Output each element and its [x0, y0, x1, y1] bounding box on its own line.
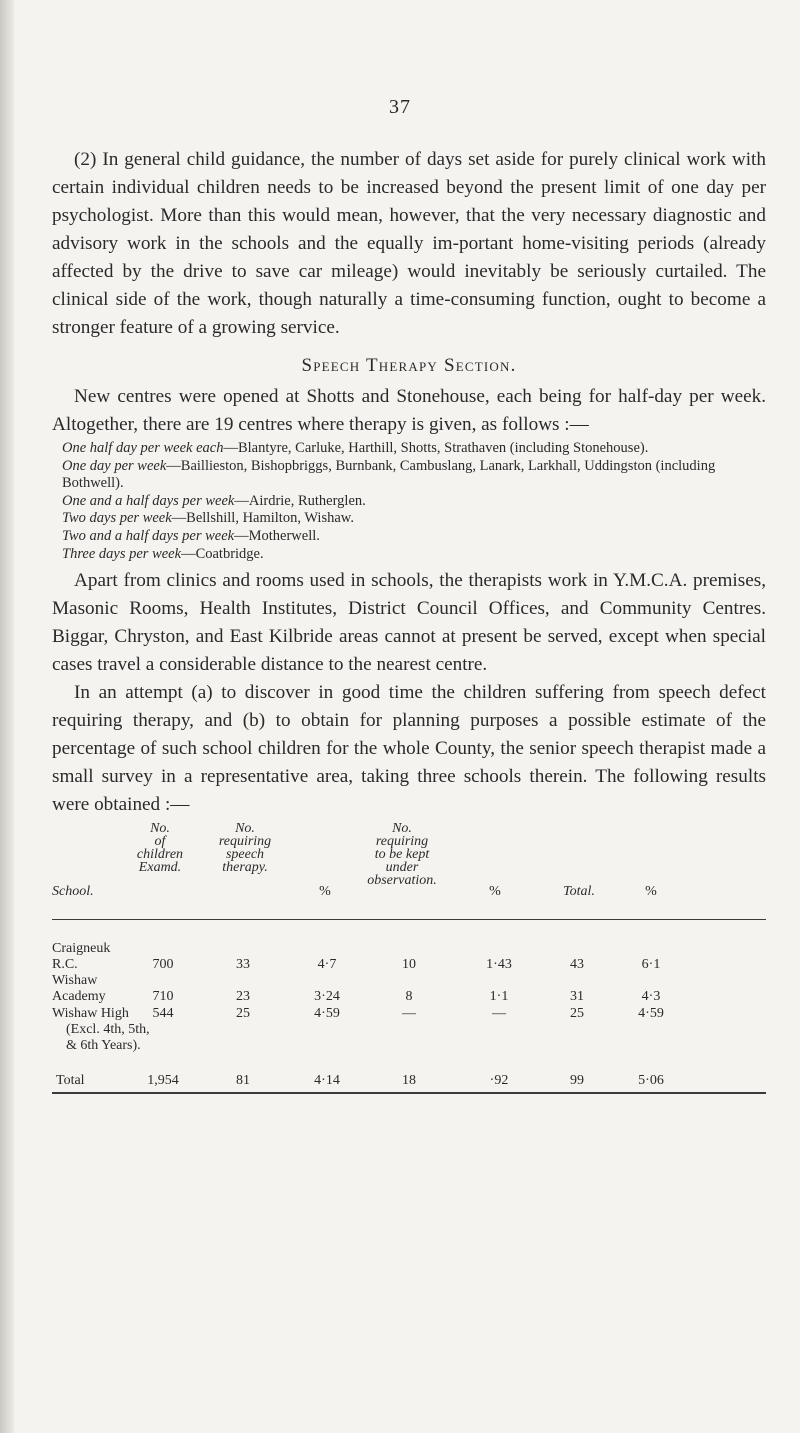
header-children-examined	[120, 822, 200, 874]
page-spine-shadow	[0, 0, 14, 1433]
cell-percent-observation: 1·1	[489, 989, 509, 1005]
cell-percent-total: 6·1	[641, 957, 661, 973]
school-line: (Excl. 4th, 5th,	[66, 1022, 150, 1038]
schedule-text: —Blantyre, Carluke, Harthill, Shotts, Strathaven (including Stonehouse).	[223, 440, 649, 456]
schedule-label: One and a half days per week	[62, 492, 235, 509]
header-line: No.	[235, 821, 255, 837]
paragraph-child-guidance: (2) In general child guidance, the number of days set aside for purely clinical work with certain individual children needs to be increased beyond the present limit of one day per psychologist. More than this would mean, however, that the very necessary diagnostic and advisory work in the schools and the equally im-portant home-visiting periods (already affected by the drive to save car mileage) would inevitably be seriously curtailed. The clinical side of the work, though naturally a time-consuming function, ought to become a stronger feature of a growing service.	[52, 149, 766, 338]
cell-percent-total: 4·59	[638, 1006, 664, 1022]
total-percent-total: 5·06	[638, 1073, 664, 1089]
cell-examined: 544	[152, 1006, 174, 1022]
cell-percent-observation: 1·43	[486, 957, 512, 973]
schedule-item	[52, 493, 766, 511]
header-total: Total.	[563, 884, 595, 900]
centre-schedule	[52, 440, 766, 563]
cell-speech: 33	[236, 957, 250, 973]
survey-table	[52, 819, 766, 1234]
page-number: 37	[389, 96, 411, 118]
schedule-text: —Coatbridge.	[181, 545, 264, 562]
schedule-label: Two and a half days per week	[62, 527, 235, 544]
cell-total: 43	[570, 957, 584, 973]
total-observation: 18	[402, 1073, 416, 1089]
header-line: observation.	[367, 873, 437, 889]
header-percent-speech: %	[319, 884, 331, 900]
header-line: requiring	[375, 834, 429, 850]
header-line: therapy.	[222, 860, 268, 876]
header-percent-total: %	[645, 884, 657, 900]
school-line: R.C.	[52, 957, 78, 973]
cell-observation: 8	[405, 989, 413, 1005]
header-line: requiring	[218, 834, 272, 850]
page-content	[52, 146, 766, 1234]
schedule-item	[52, 458, 766, 493]
cell-percent-speech: 4·7	[317, 957, 337, 973]
schedule-text: —Motherwell.	[234, 527, 320, 544]
cell-percent-total: 4·3	[641, 989, 661, 1005]
cell-percent-speech: 3·24	[314, 989, 340, 1005]
schedule-label: One half day per week each	[62, 440, 224, 456]
cell-speech: 25	[236, 1006, 250, 1022]
schedule-text: —Baillieston, Bishopbriggs, Burnbank, Cambuslang, Lanark, Larkhall, Uddingston (including Bothwell).	[62, 457, 716, 492]
header-line: under	[385, 860, 419, 876]
schedule-label: Three days per week	[62, 545, 182, 562]
header-line: No.	[150, 821, 170, 837]
schedule-item	[52, 510, 766, 528]
header-line: speech	[225, 847, 265, 863]
cell-total: 31	[570, 989, 584, 1005]
cell-percent-observation: —	[492, 1006, 506, 1022]
school-line: Craigneuk	[52, 941, 111, 957]
cell-observation: —	[402, 1006, 416, 1022]
cell-observation: 10	[402, 957, 416, 973]
schedule-item	[52, 546, 766, 564]
table-row-school	[52, 941, 110, 973]
schedule-label: One day per week	[62, 457, 167, 474]
header-line: No.	[392, 821, 412, 837]
header-line: Examd.	[138, 860, 182, 876]
total-label: Total	[56, 1073, 85, 1089]
table-row-school	[52, 973, 106, 1005]
section-title: Speech Therapy Section.	[301, 355, 517, 376]
bottom-rule	[52, 1092, 766, 1094]
cell-examined: 700	[152, 957, 174, 973]
paragraph-premises: Apart from clinics and rooms used in schools, the therapists work in Y.M.C.A. premises, Masonic Rooms, Health Institutes, District Council Offices, and Community Centres. Biggar, Chryston, and East Kilbride areas cannot at present be served, except when special cases travel a considerable distance to the nearest centre.	[52, 570, 766, 676]
total-total: 99	[570, 1073, 584, 1089]
header-percent-observation: %	[489, 884, 501, 900]
header-line: to be kept	[374, 847, 430, 863]
paragraph-new-centres: New centres were opened at Shotts and Stonehouse, each being for half-day per week. Altogether, there are 19 centres where therapy is given, as follows :—	[52, 386, 766, 435]
header-line: of	[154, 834, 166, 850]
school-line: & 6th Years).	[66, 1038, 141, 1054]
cell-speech: 23	[236, 989, 250, 1005]
header-rule	[52, 919, 766, 920]
total-examined: 1,954	[147, 1073, 179, 1089]
total-percent-observation: ·92	[489, 1073, 509, 1089]
header-under-observation	[352, 822, 452, 887]
school-line: Academy	[52, 989, 106, 1005]
cell-examined: 710	[152, 989, 174, 1005]
header-school: School.	[52, 884, 94, 900]
total-percent-speech: 4·14	[314, 1073, 340, 1089]
school-line: Wishaw	[52, 973, 98, 989]
header-requiring-speech-therapy	[202, 822, 288, 874]
schedule-item	[52, 440, 766, 458]
header-line: children	[136, 847, 184, 863]
schedule-label: Two days per week	[62, 510, 172, 527]
paragraph-survey: In an attempt (a) to discover in good time the children suffering from speech defect requiring therapy, and (b) to obtain for planning purposes a possible estimate of the percentage of such school children for the whole County, the senior speech therapist made a small survey in a representative area, taking three schools therein. The following results were obtained :—	[52, 682, 766, 816]
cell-percent-speech: 4·59	[314, 1006, 340, 1022]
schedule-item	[52, 528, 766, 546]
cell-total: 25	[570, 1006, 584, 1022]
total-speech: 81	[236, 1073, 250, 1089]
schedule-text: —Bellshill, Hamilton, Wishaw.	[171, 510, 354, 527]
schedule-text: —Airdrie, Rutherglen.	[234, 492, 366, 509]
school-line: Wishaw High	[52, 1006, 129, 1022]
